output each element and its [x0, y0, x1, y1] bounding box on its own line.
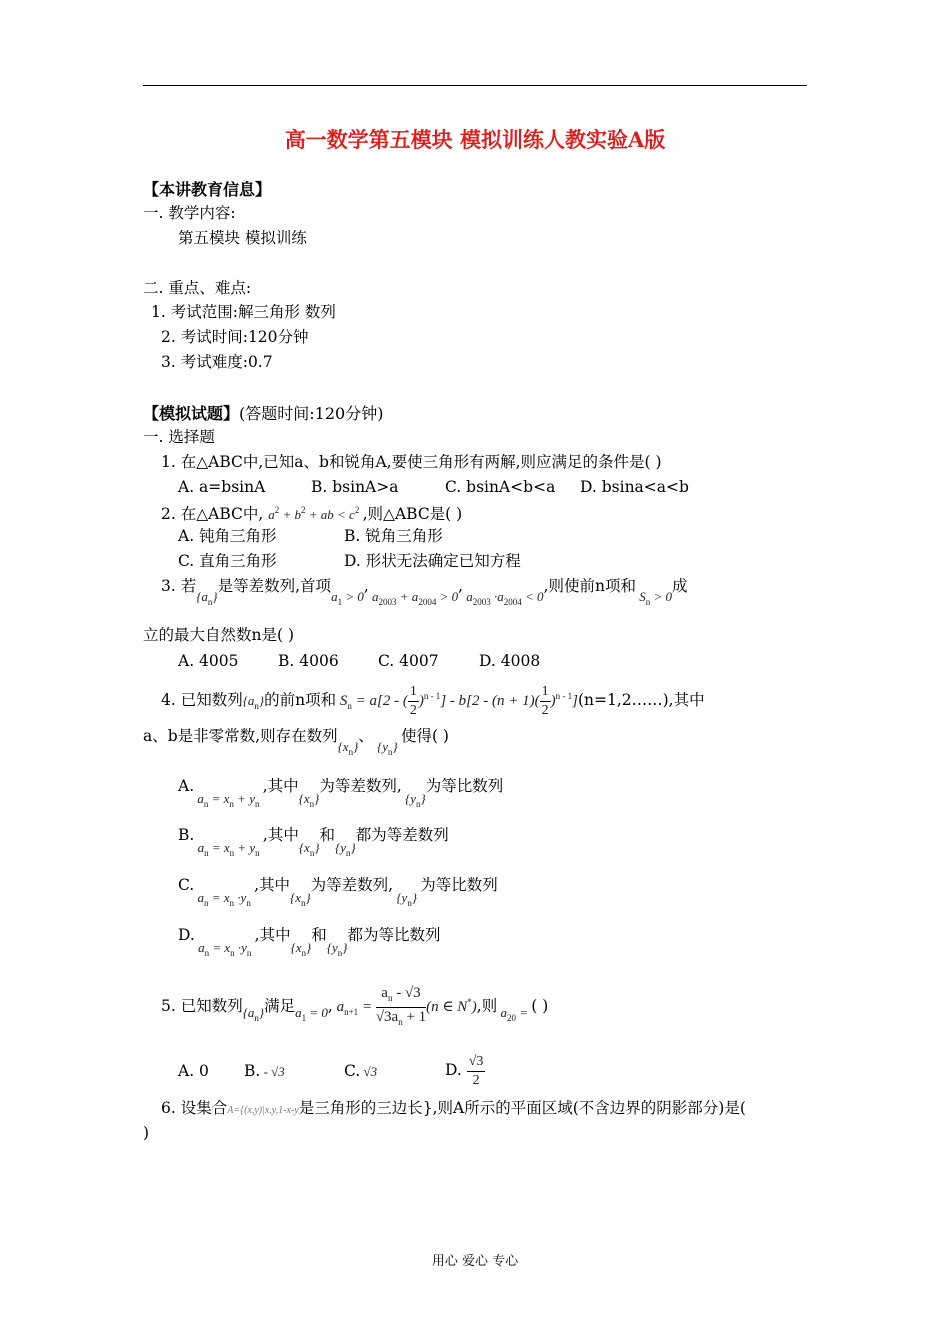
- question-2-option: A. 钝角三角形: [178, 527, 277, 545]
- question-4-option-a: [178, 776, 503, 814]
- section-1-label: 一. 教学内容:: [143, 204, 236, 222]
- q4-text: a、b是非零常数,则存在数列: [143, 727, 338, 745]
- q3-text: 3. 若: [161, 577, 197, 595]
- question-4-option-b: [178, 825, 449, 863]
- q5-label: B.: [244, 1062, 261, 1080]
- q4-text: 、: [358, 727, 374, 745]
- section-2-item: 1. 考试范围:解三角形 数列: [151, 303, 336, 321]
- q4-seq-y: {yn}: [393, 890, 421, 908]
- question-4-stem: [161, 678, 705, 722]
- q4-a-formula: an = xn + yn: [194, 791, 260, 809]
- q5-text: ,: [327, 997, 333, 1015]
- q4-seq-y: {yn}: [335, 840, 356, 858]
- q5-seq: {an}: [242, 1005, 265, 1023]
- q3-cond-1: a1 > 0: [331, 589, 364, 607]
- q5-label: D.: [445, 1061, 462, 1079]
- q4-seq-x: {xn}: [298, 840, 320, 858]
- page-title: 高一数学第五模块 模拟训练人教实验A版: [284, 127, 666, 152]
- section-2-item: 3. 考试难度:0.7: [161, 353, 273, 371]
- q4-label: C.: [178, 876, 195, 894]
- q4-b-formula: an = xn + yn: [194, 840, 260, 858]
- q5-init: a1 = 0: [295, 1005, 328, 1023]
- q4-seq-x: {xn}: [290, 890, 311, 908]
- question-6-stem: [161, 1098, 746, 1121]
- q4-text: 使得( ): [400, 727, 449, 745]
- q4-text: ,其中: [254, 876, 290, 894]
- q4-seq-y: {yn}: [326, 940, 348, 958]
- q5-text: ,则: [476, 997, 498, 1015]
- q4-text: 都为等比数列: [347, 926, 441, 944]
- exam-header: 【模拟试题】: [143, 404, 240, 423]
- q4-text: 的前n项和: [264, 691, 337, 709]
- q4-seq: $\{a_n\}$: [242, 693, 265, 711]
- q5-text: 满足: [264, 997, 296, 1015]
- q4-formula: $S_n = a[2$ - ( $\frac{1}{2}$ )$^{n - 1}$] - b[2 - (n + 1)( $\frac{1}{2}$ )$^{n - 1}$]: [336, 684, 578, 719]
- q4-seq-x: {xn}: [290, 940, 312, 958]
- section-2-label: 二. 重点、难点:: [143, 279, 252, 297]
- q3-cond-4: Sn > 0: [635, 589, 673, 607]
- question-5-option-a: A. 0: [178, 1062, 209, 1080]
- question-4-option-d: [178, 925, 440, 963]
- q4-seq-y: {yn}: [401, 791, 426, 809]
- q4-text: 为等差数列,: [319, 777, 402, 795]
- question-4-line-2: [143, 726, 449, 762]
- question-3-option: A. 4005: [178, 652, 239, 670]
- page-footer: 用心 爱心 专心: [431, 1254, 519, 1269]
- question-5-option-b: [244, 1061, 285, 1082]
- q4-d-formula: an = xn ·yn: [194, 940, 252, 958]
- q3-cond-2: a2003 + a2004 > 0: [368, 589, 459, 607]
- q4-seq-x: {xn}: [337, 739, 359, 757]
- section-2-item: 2. 考试时间:120分钟: [161, 328, 309, 346]
- q5-c-value: √3: [360, 1064, 378, 1079]
- question-1-option: D. bsina<a<b: [580, 478, 689, 496]
- question-4-option-c: [178, 875, 498, 913]
- q4-seq-x: {xn}: [298, 791, 320, 809]
- question-2-option: B. 锐角三角形: [344, 527, 443, 545]
- q4-text: 和: [311, 926, 327, 944]
- q4-seq-y: {yn}: [373, 739, 401, 757]
- exam-header-line: [143, 401, 383, 424]
- q3-text: 成: [672, 577, 688, 595]
- choice-section-label: 一. 选择题: [143, 428, 215, 446]
- q3-text: ,: [458, 577, 464, 595]
- question-5-option-c: [344, 1061, 377, 1082]
- q4-text: 为等差数列,: [310, 876, 394, 894]
- q3-text: ,则使前n项和: [543, 577, 636, 595]
- q6-text: 6. 设集合: [161, 1099, 228, 1117]
- question-2-option: C. 直角三角形: [178, 552, 277, 570]
- question-1-stem: 1. 在△ABC中,已知a、b和锐角A,要使三角形有两解,则应满足的条件是( ): [161, 453, 662, 471]
- question-3-stem: [161, 576, 688, 612]
- q4-label: D.: [178, 926, 195, 944]
- question-2-option: D. 形状无法确定已知方程: [344, 552, 521, 570]
- q5-label: C.: [344, 1062, 361, 1080]
- question-2-pre: 2. 在△ABC中,: [161, 505, 264, 523]
- q4-label: A.: [178, 777, 195, 795]
- q4-text: 4. 已知数列: [161, 691, 243, 709]
- question-3-line-2: 立的最大自然数n是( ): [143, 626, 295, 644]
- question-5-stem: [161, 982, 548, 1038]
- question-2-stem: [161, 500, 462, 525]
- question-3-option: D. 4008: [479, 652, 541, 670]
- q3-cond-3: a2003 ·a2004 < 0: [463, 589, 544, 607]
- question-6-line-2: ): [143, 1124, 150, 1142]
- q4-text: ,其中: [254, 926, 291, 944]
- question-1-option: B. bsinA>a: [311, 478, 399, 496]
- q4-label: B.: [178, 826, 195, 844]
- question-5-option-d: [445, 1048, 485, 1092]
- q4-text: ,其中: [262, 777, 299, 795]
- question-2-formula: $a^2 + b^2$ + ab < $c^2$: [268, 505, 360, 522]
- q4-text: 为等比数列: [425, 777, 504, 795]
- q5-d-value: $\frac{√3}{2}$: [468, 1053, 484, 1088]
- question-3-option: C. 4007: [378, 652, 439, 670]
- q4-text: (n=1,2……),其中: [577, 691, 705, 709]
- q5-recurrence: $a_{n+1}$ = $\frac{a_n - √3}{√3a_n + 1}$ (n ∈ N*): [332, 985, 477, 1028]
- exam-time: (答题时间:120分钟): [239, 404, 384, 423]
- q5-text: 5. 已知数列: [161, 997, 243, 1015]
- question-1-option: A. a=bsinA: [178, 478, 266, 496]
- q4-text: 都为等差数列: [355, 826, 449, 844]
- q5-text: ( ): [531, 997, 549, 1015]
- question-3-option: B. 4006: [278, 652, 339, 670]
- q5-b-value: - √3: [260, 1064, 285, 1079]
- section-1-content: 第五模块 模拟训练: [178, 229, 307, 247]
- q6-set-formula: A={(x,y)|x,y,1-x-y: [227, 1105, 299, 1116]
- question-2-post: ,则△ABC是( ): [362, 505, 463, 523]
- q4-text: 为等比数列: [420, 876, 498, 894]
- header-rule: [143, 85, 807, 86]
- q3-seq: {an}: [196, 589, 218, 607]
- question-1-option: C. bsinA<b<a: [445, 478, 556, 496]
- q5-target: a20 =: [497, 1005, 532, 1023]
- q6-text: 是三角形的三边长},则A所示的平面区域(不含边界的阴影部分)是(: [298, 1099, 746, 1117]
- info-header: 【本讲教育信息】: [143, 180, 272, 199]
- q4-text: ,其中: [262, 826, 299, 844]
- q3-text: 是等差数列,首项: [217, 577, 332, 595]
- q4-c-formula: an = xn ·yn: [194, 890, 251, 908]
- q3-text: ,: [363, 577, 369, 595]
- q4-text: 和: [319, 826, 336, 844]
